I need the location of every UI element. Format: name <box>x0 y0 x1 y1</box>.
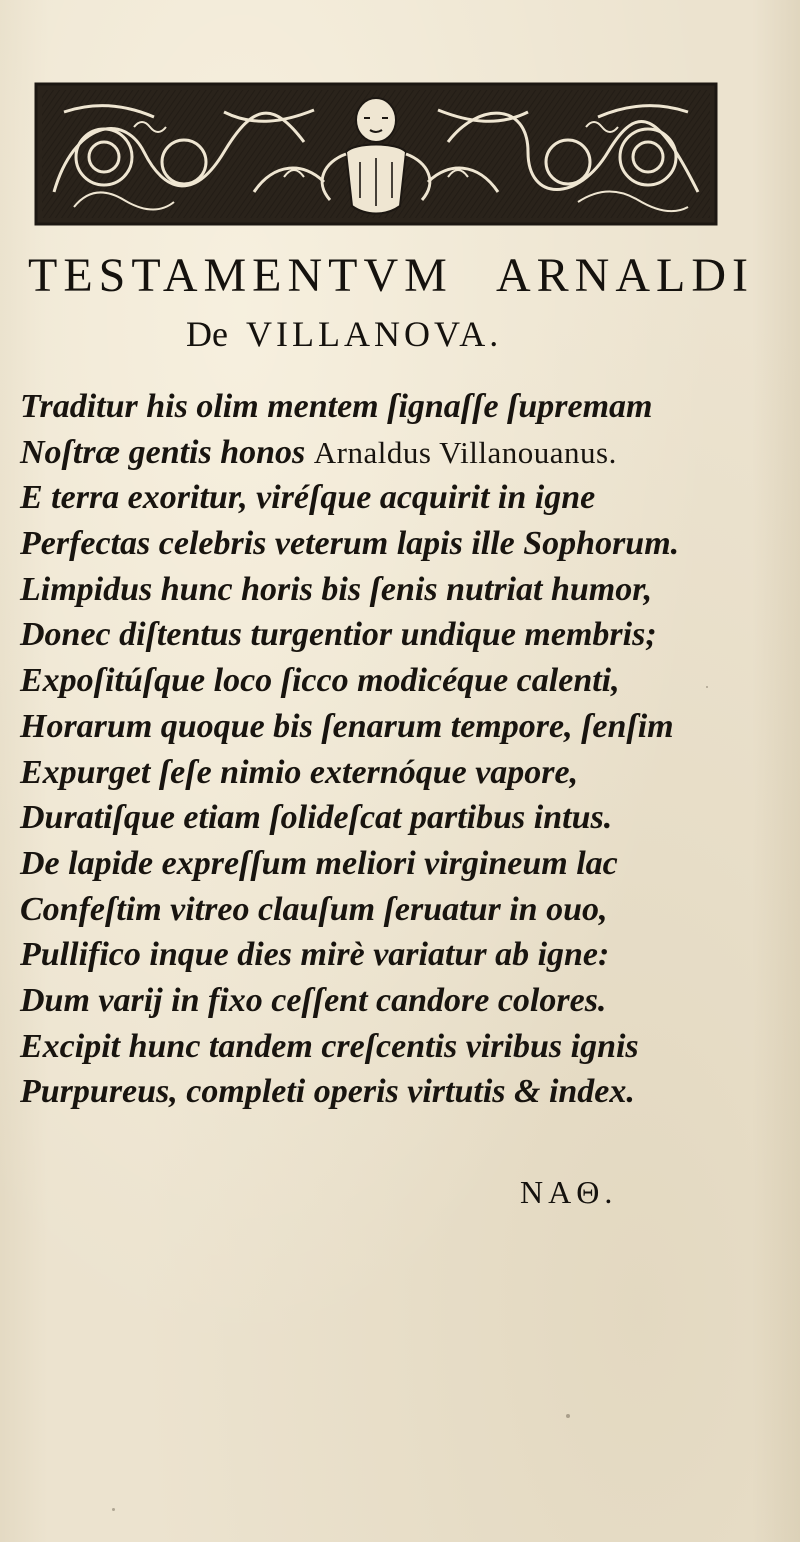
page-title <box>28 249 768 302</box>
poem-line-text: Duratiſque etiam ſolideſcat partibus intus. <box>20 799 613 837</box>
poem-line-text: Noſtræ gentis honos <box>20 433 314 471</box>
poem-line <box>20 750 790 796</box>
poem-line-text: Limpidus hunc horis bis ſenis nutriat humor, <box>20 570 653 608</box>
poem-line-text: Donec diſtentus turgentior undique membris; <box>20 616 657 654</box>
poem-line-text: De lapide expreſſum meliori virgineum lac <box>20 844 618 882</box>
poem-line <box>20 521 790 567</box>
poem-body <box>20 384 790 1115</box>
subtitle-prefix: De <box>186 314 228 354</box>
poem-line-text: Dum varij in fixo ceſſent candore colores. <box>20 981 607 1019</box>
poem-line <box>20 932 790 978</box>
poem-line <box>20 841 790 887</box>
poem-line <box>20 704 790 750</box>
poem-line-text: Purpureus, completi operis virtutis & index. <box>20 1073 635 1111</box>
poem-line <box>20 887 790 933</box>
poem-line-text: Perfectas celebris veterum lapis ille Sophorum. <box>20 525 680 563</box>
page-subtitle <box>186 316 502 352</box>
poem-line <box>20 978 790 1024</box>
poem-line <box>20 567 790 613</box>
signature: NAΘ. <box>520 1174 618 1210</box>
poem-line-text: Expurget ſeſe nimio externóque vapore, <box>20 753 579 791</box>
paper-speck <box>112 1508 115 1511</box>
poem-line <box>20 475 790 521</box>
poem-line-name: Arnaldus Villanouanus. <box>313 434 617 470</box>
poem-line <box>20 795 790 841</box>
poem-line <box>20 384 790 430</box>
poem-line <box>20 1069 790 1115</box>
poem-line <box>20 430 790 476</box>
poem-line-text: Traditur his olim mentem ſignaſſe ſupremam <box>20 388 653 425</box>
poem-line <box>20 612 790 658</box>
poem-line-text: Confeſtim vitreo clauſum ſeruatur in ouo, <box>20 890 608 928</box>
paper-speck <box>566 1414 570 1418</box>
woodcut-headpiece-icon <box>34 82 718 226</box>
title-word-arnaldi: ARNALDI <box>496 249 754 302</box>
paper-speck <box>706 686 708 688</box>
title-word-testamentum: TESTAMENTVM <box>28 249 453 302</box>
poem-line-text: Pullifico inque dies mirè variatur ab igne: <box>20 936 610 974</box>
subtitle-main: VILLANOVA. <box>245 314 503 354</box>
poem-line <box>20 658 790 704</box>
poem-line <box>20 1024 790 1070</box>
poem-line-text: Expoſitúſque loco ſicco modicéque calenti, <box>20 662 620 700</box>
poem-line-text: Horarum quoque bis ſenarum tempore, ſenſim <box>20 707 674 745</box>
poem-line-text: Excipit hunc tandem creſcentis viribus ignis <box>20 1027 639 1065</box>
poem-line-text: E terra exoritur, viréſque acquirit in igne <box>20 479 596 517</box>
